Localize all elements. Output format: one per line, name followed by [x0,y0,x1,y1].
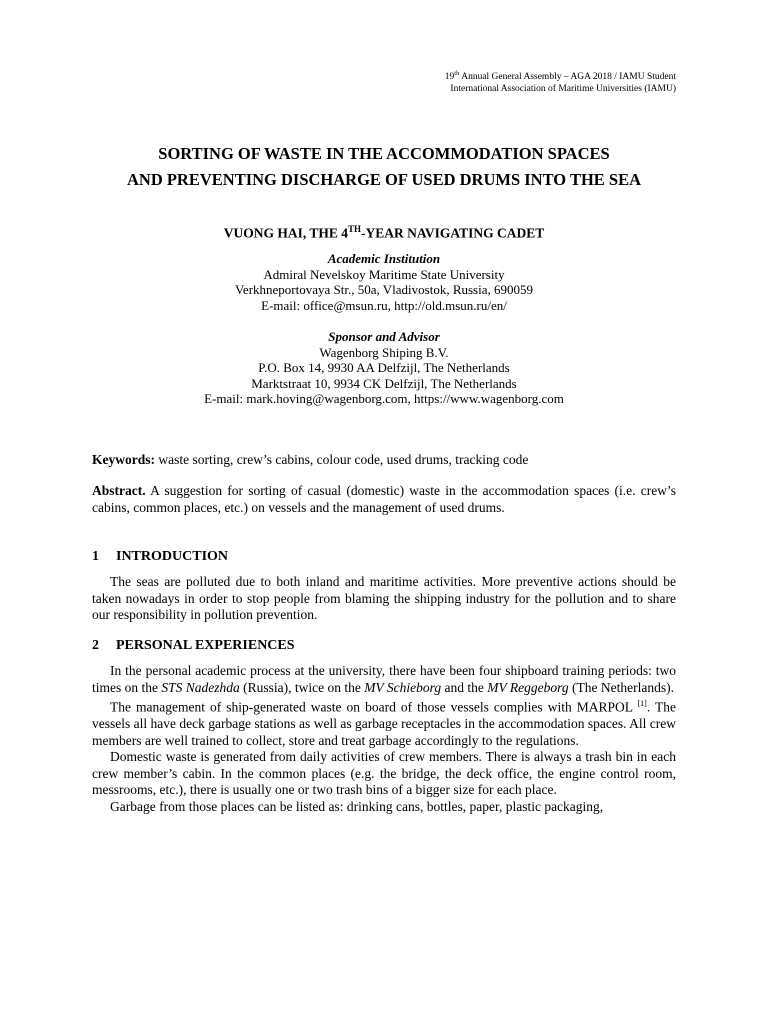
sponsor-name: Wagenborg Shiping B.V. [319,344,449,360]
header-assembly-number: 19 [444,72,455,83]
institution-address: Verkhneportovaya Str., 50a, Vladivostok, Russia, 690059 [234,282,533,297]
institution-contact: E-mail: office@msun.ru, http://old.msun.ru/en/ [261,297,507,313]
introduction-body [92,574,676,624]
keywords-label: Keywords: [92,452,155,467]
institution-block [0,251,768,313]
header-assembly-text: Annual General Assembly – AGA 2018 / IAMU Student [459,72,676,83]
author-name: VUONG HAI, THE 4 [223,225,348,241]
section-title: PERSONAL EXPERIENCES [116,638,295,653]
paragraph: Garbage from those places can be listed as: drinking cans, bottles, paper, plastic packaging, [110,798,604,814]
ship-name: MV Schieborg [364,679,442,695]
section-title: INTRODUCTION [116,549,229,564]
paragraph: The seas are polluted due to both inland and maritime activities. More preventive actions should be taken nowadays in order to stop people from blaming the shipping industry for the pollution and to share our responsibility in pollution prevention. [92,574,676,622]
sponsor-address-2: Marktstraat 10, 9934 CK Delfzijl, The Netherlands [251,375,517,391]
author-ordinal-suffix: TH [347,224,361,234]
section-heading-introduction [92,549,228,565]
text-run: (The Netherlands). [568,679,674,695]
header-line-2: International Association of Maritime Universities (IAMU) [450,84,676,95]
paragraph: Domestic waste is generated from daily activities of crew members. There is always a trash bin in each crew member’s cabin. In the common places (e.g. the bridge, the deck office, the engine control room, messrooms, etc.), there is usually one or two trash bins of a bigger size for each place. [92,749,676,797]
section-heading-personal-experiences [92,638,295,654]
running-header [445,68,676,95]
keywords [92,452,676,469]
abstract-label: Abstract. [92,483,146,498]
text-run: and the [441,679,488,695]
paragraph [92,663,676,696]
abstract [92,483,676,516]
sponsor-role: Sponsor and Advisor [328,329,440,344]
text-run: . The vessels all have deck garbage stations as well as garbage receptacles in the accommodation spaces. All crew members are well trained to collect, store and treat garbage accordingly to the regulations. [92,699,676,748]
title-line-2: AND PREVENTING DISCHARGE OF USED DRUMS INTO THE SEA [126,170,642,189]
institution-name: Admiral Nevelskoy Maritime State University [263,266,505,282]
abstract-text: A suggestion for sorting of casual (domestic) waste in the accommodation spaces (i.e. crew’s cabins, common places, etc.) on vessels and the management of used drums. [92,483,676,515]
citation-ref: [1] [637,699,647,708]
header-line-1 [445,68,676,83]
institution-role: Academic Institution [327,251,441,266]
section-number: 2 [92,638,99,653]
paragraph [92,696,676,749]
ship-name: MV Reggeborg [487,679,569,695]
section-number: 1 [92,549,99,564]
ship-name: STS Nadezhda [161,679,240,695]
header-ordinal-suffix: th [454,70,460,77]
author-role: -YEAR NAVIGATING CADET [361,225,545,241]
text-run: (Russia), twice on the [239,679,365,695]
personal-experiences-body [92,663,676,815]
sponsor-contact: E-mail: mark.hoving@wagenborg.com, https://www.wagenborg.com [204,391,564,406]
author-line [0,221,768,242]
text-run: The management of ship-generated waste on board of those vessels complies with MARPOL [110,699,638,715]
sponsor-address-1: P.O. Box 14, 9930 AA Delfzijl, The Netherlands [258,360,510,375]
title-line-1: SORTING OF WASTE IN THE ACCOMMODATION SPACES [158,144,610,163]
text-run: In the personal academic process at the university, there have been four shipboard training periods: two times on the [92,663,676,695]
sponsor-block [0,329,768,407]
keywords-text: waste sorting, crew’s cabins, colour code, used drums, tracking code [155,452,529,467]
paper-title [0,141,768,193]
